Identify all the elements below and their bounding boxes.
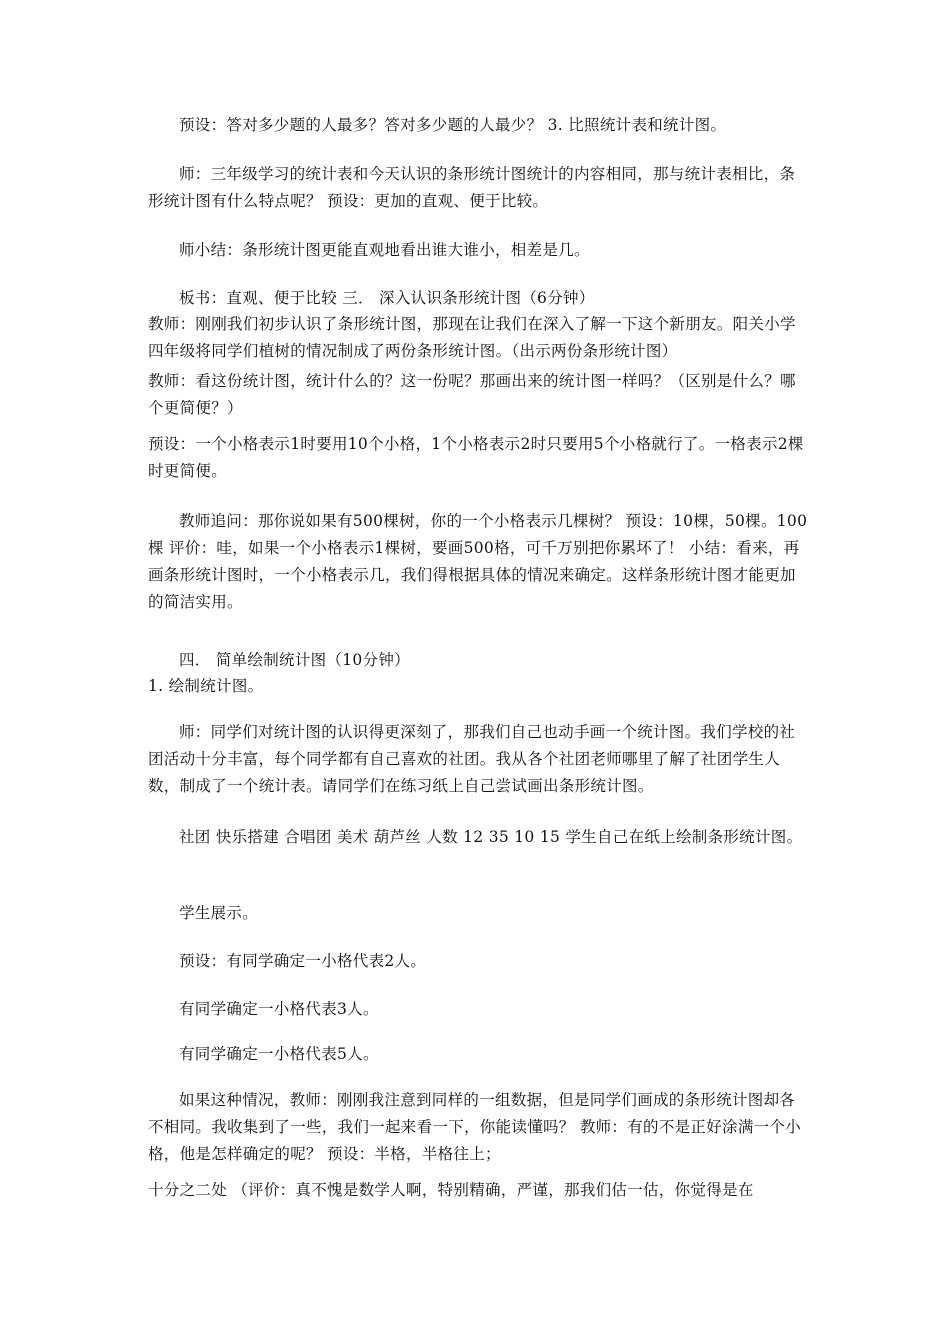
paragraph-preset-two: 预设：有同学确定一小格代表2人。 xyxy=(179,952,427,970)
paragraph-teacher-question: 教师：看这份统计图，统计什么的？这一份呢？那画出来的统计图一样吗？（区别是什么？哪个更简便？） xyxy=(148,372,796,417)
subheading-draw-chart: 1. 绘制统计图。 xyxy=(148,677,264,695)
paragraph-club-data: 社团 快乐搭建 合唱团 美术 葫芦丝 人数 12 35 10 15 学生自己在纸上绘制条形统计图。 xyxy=(179,828,803,846)
paragraph-preset-cells: 预设：一个小格表示1时要用10个小格，1个小格表示2时只要用5个小格就行了。一格表示2棵时更简便。 xyxy=(148,435,804,480)
paragraph-teacher-different: 如果这种情况，教师：刚刚我注意到同样的一组数据，但是同学们画成的条形统计图却各不相同。我收集到了一些，我们一起来看一下，你能读懂吗？ 教师：有的不是正好涂满一个小格，他是怎样确定的呢？ 预设：半格，半格往上； xyxy=(148,1091,802,1163)
paragraph-blackboard: 板书：直观、便于比较 三． 深入认识条形统计图（6分钟） xyxy=(179,289,595,307)
section-heading-four: 四． 简单绘制统计图（10分钟） xyxy=(179,651,410,669)
paragraph-two-tenths: 十分之二处 （评价：真不愧是数学人啊，特别精确，严谨，那我们估一估，你觉得是在 xyxy=(148,1181,754,1199)
paragraph-teacher-summary: 师小结：条形统计图更能直观地看出谁大谁小，相差是几。 xyxy=(179,241,590,259)
paragraph-preset-most-least: 预设：答对多少题的人最多？答对多少题的人最少？ 3. 比照统计表和统计图。 xyxy=(179,116,727,134)
paragraph-three-people: 有同学确定一小格代表3人。 xyxy=(179,1000,379,1018)
paragraph-teacher-intro: 教师：刚刚我们初步认识了条形统计图，那现在让我们在深入了解一下这个新朋友。阳关小学四年级将同学们植树的情况制成了两份条形统计图。（出示两份条形统计图） xyxy=(148,315,796,360)
paragraph-five-people: 有同学确定一小格代表5人。 xyxy=(179,1045,379,1063)
paragraph-teacher-followup: 教师追问：那你说如果有500棵树，你的一个小格表示几棵树？ 预设：10棵，50棵。100棵 评价：哇，如果一个小格表示1棵树，要画500格，可千万别把你累坏了！ 小结：看来，再画条形统计图时，一个小格表示几，我们得根据具体的情况来确定。这样条形统计图才能更加的简洁实用。 xyxy=(148,512,808,611)
paragraph-teacher-clubs: 师：同学们对统计图的认识得更深刻了，那我们自己也动手画一个统计图。我们学校的社团活动十分丰富，每个同学都有自己喜欢的社团。我从各个社团老师哪里了解了社团学生人数，制成了一个统计表。请同学们在练习纸上自己尝试画出条形统计图。 xyxy=(148,723,796,795)
paragraph-student-show: 学生展示。 xyxy=(179,904,259,922)
paragraph-teacher-compare: 师：三年级学习的统计表和今天认识的条形统计图统计的内容相同，那与统计表相比，条形统计图有什么特点呢？ 预设：更加的直观、便于比较。 xyxy=(148,165,796,210)
